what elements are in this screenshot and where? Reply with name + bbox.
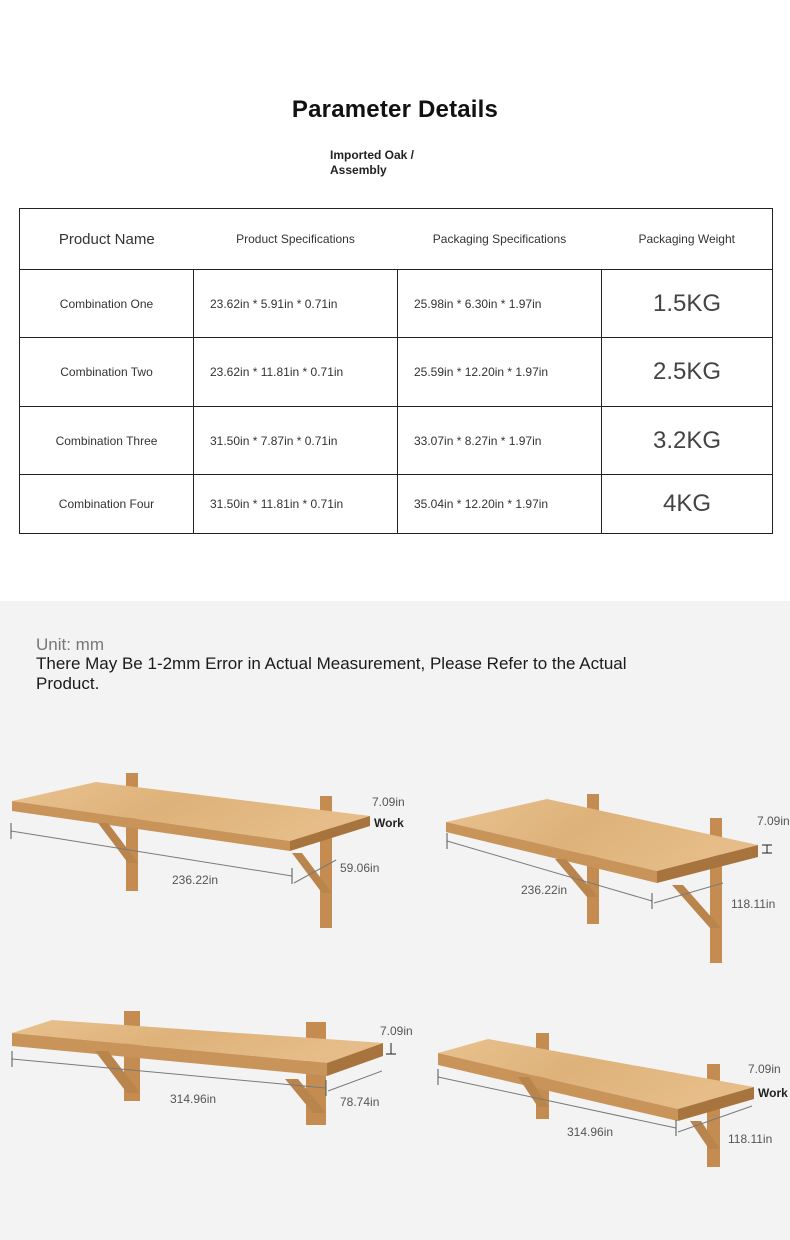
shelf-combination-one — [11, 773, 405, 928]
shelf-height-label: 7.09in — [757, 814, 790, 828]
column-header-product-name: Product Name — [20, 209, 194, 270]
product-spec-cell: 31.50in * 7.87in * 0.71in — [194, 407, 398, 475]
packaging-spec-cell: 25.98in * 6.30in * 1.97in — [398, 270, 602, 338]
weight-cell: 1.5KG — [602, 270, 773, 338]
table-row — [20, 270, 773, 338]
shelf-extra-label: Work — [374, 816, 404, 830]
weight-cell: 4KG — [602, 475, 773, 534]
weight-cell: 2.5KG — [602, 338, 773, 407]
product-name-cell: Combination Four — [20, 475, 194, 534]
measurement-notice: There May Be 1-2mm Error in Actual Measurement, Please Refer to the Actual Product. — [36, 654, 627, 693]
shelf-length-label: 314.96in — [567, 1125, 614, 1139]
shelf-height-label: 7.09in — [372, 795, 405, 809]
shelf-length-label: 314.96in — [170, 1092, 217, 1106]
shelf-height-label: 7.09in — [748, 1062, 781, 1076]
column-header-packaging-weight: Packaging Weight — [602, 209, 773, 270]
shelf-depth-label: 118.11in — [728, 1132, 773, 1146]
packaging-spec-cell: 25.59in * 12.20in * 1.97in — [398, 338, 602, 407]
shelf-length-label: 236.22in — [521, 883, 568, 897]
shelf-combination-four — [438, 1033, 788, 1167]
packaging-spec-cell: 33.07in * 8.27in * 1.97in — [398, 407, 602, 475]
unit-label: Unit: mm — [36, 635, 104, 654]
weight-cell: 3.2KG — [602, 407, 773, 475]
column-header-packaging-specs: Packaging Specifications — [398, 209, 602, 270]
shelf-length-label: 236.22in — [172, 873, 219, 887]
shelf-depth-label: 59.06in — [340, 861, 380, 875]
table-row — [20, 475, 773, 534]
shelf-extra-label: Work — [758, 1086, 788, 1100]
material-text — [330, 148, 450, 178]
material-line-2: Assembly — [330, 163, 387, 177]
product-spec-cell: 23.62in * 5.91in * 0.71in — [194, 270, 398, 338]
product-name-cell: Combination One — [20, 270, 194, 338]
shelf-depth-label: 118.11in — [731, 897, 776, 911]
parameter-table — [19, 208, 773, 534]
packaging-spec-cell: 35.04in * 12.20in * 1.97in — [398, 475, 602, 534]
page-title: Parameter Details — [291, 96, 499, 123]
shelf-height-label: 7.09in — [380, 1024, 413, 1038]
table-row — [20, 407, 773, 475]
product-name-cell: Combination Two — [20, 338, 194, 407]
product-spec-cell: 23.62in * 11.81in * 0.71in — [194, 338, 398, 407]
material-line-1: Imported Oak / — [330, 148, 415, 162]
shelf-illustrations — [0, 601, 790, 1240]
column-header-product-specs: Product Specifications — [194, 209, 398, 270]
table-header-row — [20, 209, 773, 270]
shelf-combination-three — [12, 1011, 413, 1125]
shelf-depth-label: 78.74in — [340, 1095, 380, 1109]
shelf-combination-two — [446, 794, 790, 963]
table-row — [20, 338, 773, 407]
product-name-cell: Combination Three — [20, 407, 194, 475]
product-spec-cell: 31.50in * 11.81in * 0.71in — [194, 475, 398, 534]
measurement-section — [0, 601, 790, 1240]
